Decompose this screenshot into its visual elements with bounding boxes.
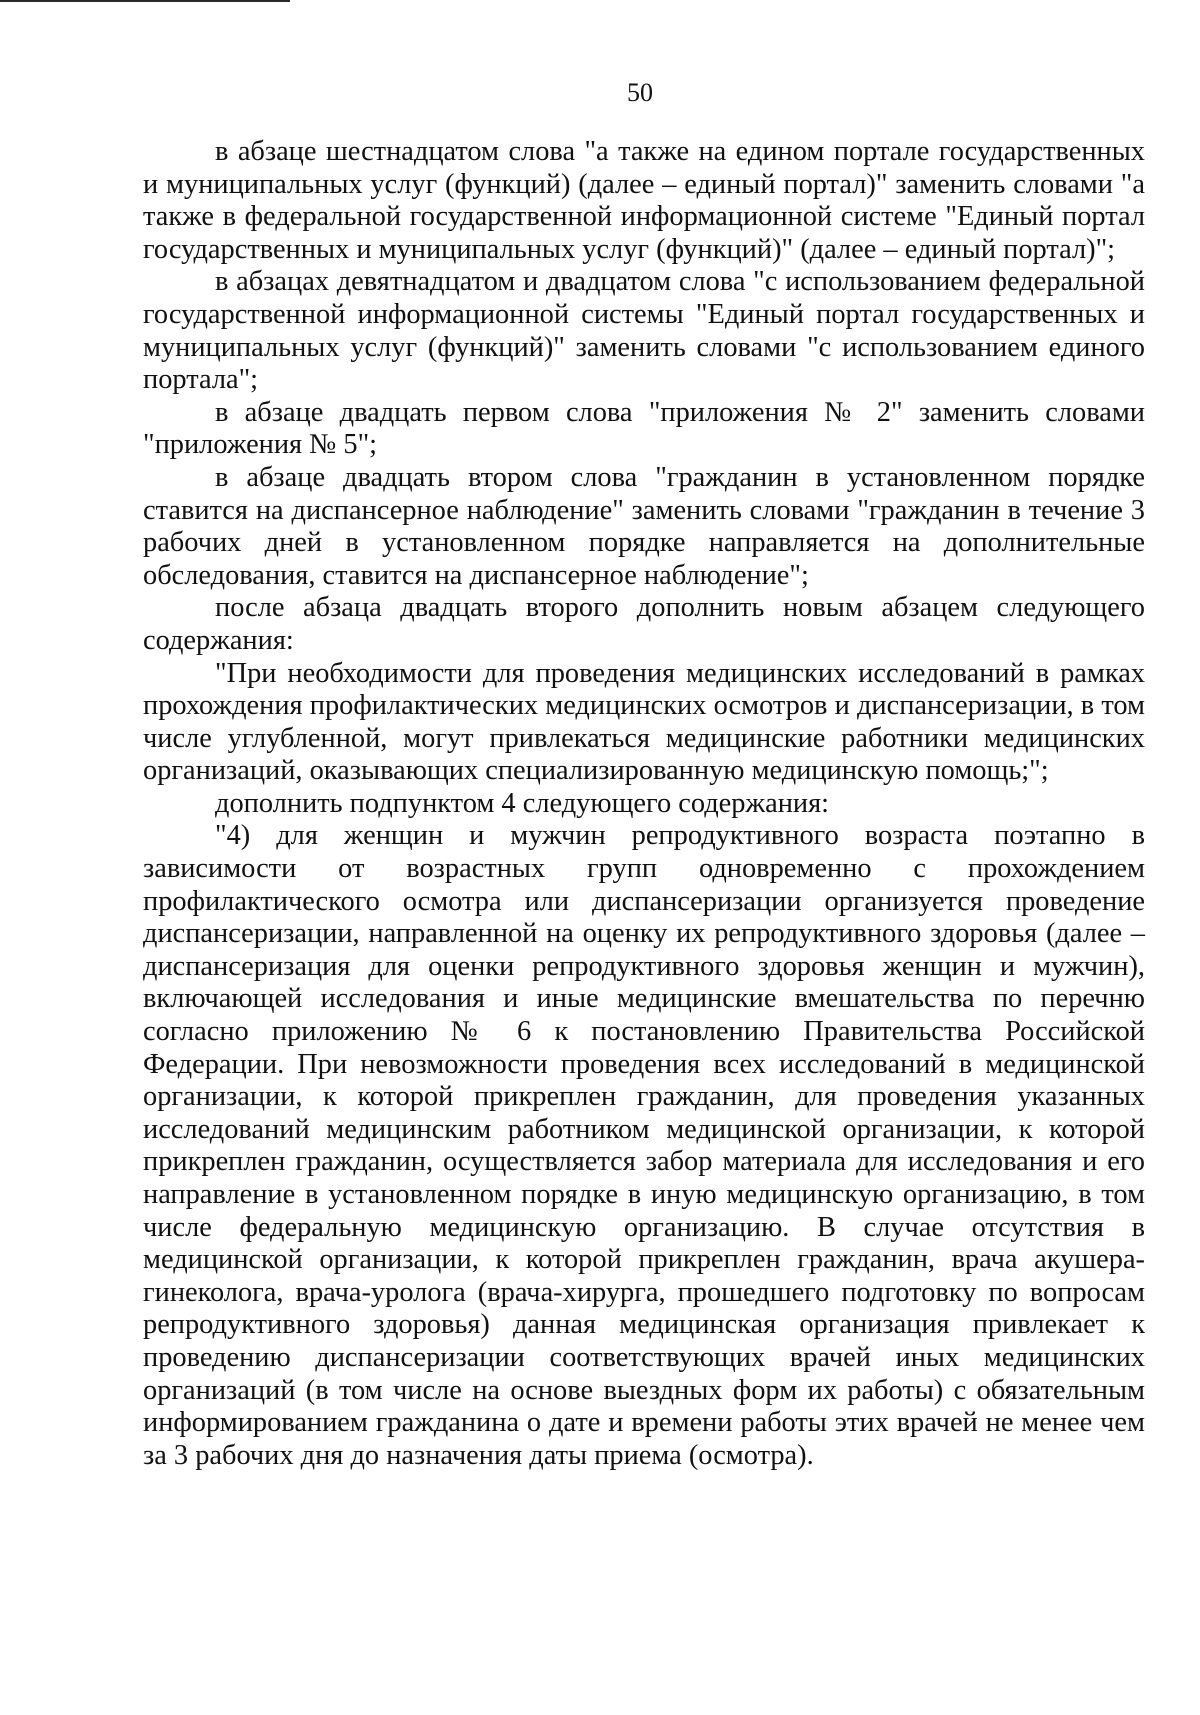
paragraph-portal-19-20: в абзацах девятнадцатом и двадцатом слова "с использованием федеральной государственной информационной системы "Единый портал государственных и муниципальных услуг (функций)" заменить словами "с использованием единого портала"; bbox=[143, 266, 1145, 396]
page-number: 50 bbox=[627, 78, 653, 107]
paragraph-appendix-21: в абзаце двадцать первом слова "приложения № 2" заменить словами "приложения № 5"; bbox=[143, 396, 1145, 461]
paragraph-subitem-4-intro: дополнить подпунктом 4 следующего содержания: bbox=[215, 787, 830, 819]
paragraph-subitem-4-text: "4) для женщин и мужчин репродуктивного возраста поэтапно в зависимости от возрастных групп одновременно с прохождением профилактического осмотра или диспансеризации организуется проведение диспансеризации, направленной на оценку их репродуктивного здоровья (далее – диспансеризация для оценки репродуктивного здоровья женщин и мужчин), включающей исследования и иные медицинские вмешательства по перечню согласно приложению № 6 к постановлению Правительства Российской Федерации. При невозможности проведения всех исследований в медицинской организации, к которой прикреплен гражданин, для проведения указанных исследований медицинским работником медицинской организации, к которой прикреплен гражданин, осуществляется забор материала для исследования и его направление в установленном порядке в иную медицинскую организацию, в том числе федеральную медицинскую организацию. В случае отсутствия в медицинской организации, к которой прикреплен гражданин, врача акушера-гинеколога, врача-уролога (врача-хирурга, прошедшего подготовку по вопросам репродуктивного здоровья) данная медицинская организация привлекает к проведению диспансеризации соответствующих врачей иных медицинских организаций (в том числе на основе выездных форм их работы) с обязательным информированием гражданина о дате и времени работы этих врачей не менее чем за 3 рабочих дня до назначения даты приема (осмотра). bbox=[143, 820, 1145, 1471]
paragraph-portal-16: в абзаце шестнадцатом слова "а также на едином портале государственных и муниципальных услуг (функций) (далее – единый портал)" заменить словами "а также в федеральной государственной информационной системе "Единый портал государственных и муниципальных услуг (функций)" (далее – единый портал)"; bbox=[143, 136, 1145, 265]
scan-edge-mark bbox=[0, 0, 290, 2]
paragraph-observation-22: в абзаце двадцать втором слова "гражданин в установленном порядке ставится на диспансерное наблюдение" заменить словами "гражданин в течение 3 рабочих дней в установленном порядке направляется на дополнительные обследования, ставится на диспансерное наблюдение"; bbox=[143, 461, 1145, 591]
document-body bbox=[143, 136, 1145, 1472]
paragraph-quoted-specialists: "При необходимости для проведения медицинских исследований в рамках прохождения профилактических медицинских осмотров и диспансеризации, в том числе углубленной, могут привлекаться медицинские работники медицинских организаций, оказывающих специализированную медицинскую помощь;"; bbox=[143, 657, 1145, 787]
paragraph-new-paragraph-intro: после абзаца двадцать второго дополнить новым абзацем следующего содержания: bbox=[143, 592, 1145, 656]
